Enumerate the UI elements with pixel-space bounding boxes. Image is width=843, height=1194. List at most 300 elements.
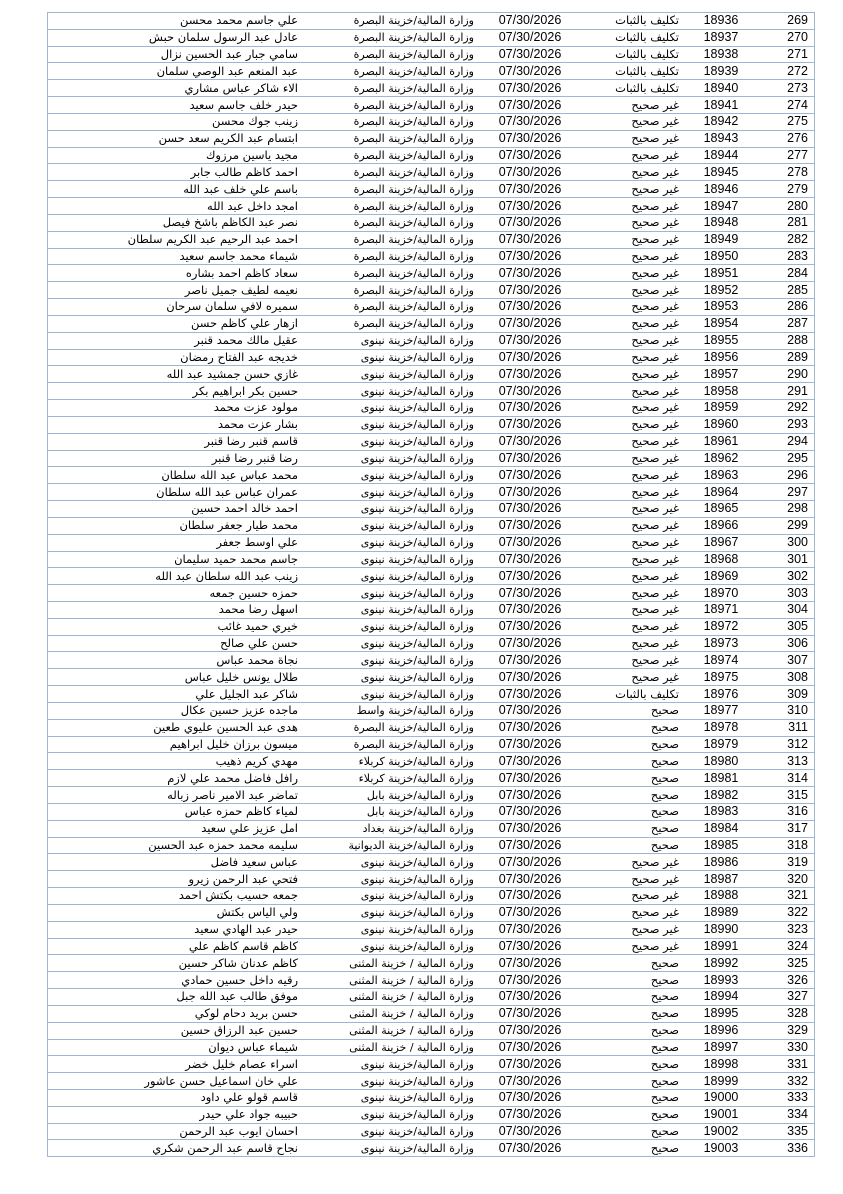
table-row — [48, 181, 815, 198]
department-cell: وزارة المالية/خزينة واسط — [304, 702, 478, 719]
department-cell: وزارة المالية/خزينة البصرة — [304, 282, 478, 299]
date-cell: 07/30/2026 — [478, 568, 582, 585]
record-id-cell: 18994 — [689, 989, 753, 1006]
employee-name-cell: شيماء عباس ديوان — [48, 1039, 305, 1056]
record-id-cell: 18944 — [689, 147, 753, 164]
record-id-cell: 18991 — [689, 938, 753, 955]
status-cell: غير صحيح — [582, 652, 689, 669]
date-cell: 07/30/2026 — [478, 601, 582, 618]
date-cell: 07/30/2026 — [478, 13, 582, 30]
sequence-number-cell: 317 — [753, 820, 815, 837]
status-cell: غير صحيح — [582, 214, 689, 231]
date-cell: 07/30/2026 — [478, 787, 582, 804]
record-id-cell: 18962 — [689, 450, 753, 467]
sequence-number-cell: 293 — [753, 416, 815, 433]
sequence-number-cell: 275 — [753, 113, 815, 130]
date-cell: 07/30/2026 — [478, 130, 582, 147]
table-row — [48, 265, 815, 282]
records-table — [47, 12, 815, 1157]
status-cell: غير صحيح — [582, 299, 689, 316]
table-row — [48, 214, 815, 231]
sequence-number-cell: 300 — [753, 534, 815, 551]
record-id-cell: 18996 — [689, 1022, 753, 1039]
record-id-cell: 18965 — [689, 501, 753, 518]
department-cell: وزارة المالية/خزينة البصرة — [304, 719, 478, 736]
date-cell: 07/30/2026 — [478, 1106, 582, 1123]
department-cell: وزارة المالية/خزينة كربلاء — [304, 753, 478, 770]
department-cell: وزارة المالية / خزينة المثنى — [304, 972, 478, 989]
department-cell: وزارة المالية/خزينة البصرة — [304, 147, 478, 164]
date-cell: 07/30/2026 — [478, 501, 582, 518]
employee-name-cell: نعيمه لطيف جميل ناصر — [48, 282, 305, 299]
department-cell: وزارة المالية/خزينة البصرة — [304, 315, 478, 332]
record-id-cell: 18945 — [689, 164, 753, 181]
date-cell: 07/30/2026 — [478, 400, 582, 417]
sequence-number-cell: 327 — [753, 989, 815, 1006]
sequence-number-cell: 282 — [753, 231, 815, 248]
status-cell: صحيح — [582, 1005, 689, 1022]
department-cell: وزارة المالية/خزينة نينوى — [304, 1073, 478, 1090]
employee-name-cell: سميره لافي سلمان سرحان — [48, 299, 305, 316]
table-row — [48, 484, 815, 501]
date-cell: 07/30/2026 — [478, 517, 582, 534]
table-row — [48, 871, 815, 888]
employee-name-cell: رضا قنبر رضا قنبر — [48, 450, 305, 467]
date-cell: 07/30/2026 — [478, 299, 582, 316]
sequence-number-cell: 290 — [753, 366, 815, 383]
record-id-cell: 18987 — [689, 871, 753, 888]
sequence-number-cell: 307 — [753, 652, 815, 669]
department-cell: وزارة المالية/خزينة نينوى — [304, 1140, 478, 1157]
status-cell: غير صحيح — [582, 315, 689, 332]
date-cell: 07/30/2026 — [478, 1123, 582, 1140]
date-cell: 07/30/2026 — [478, 803, 582, 820]
record-id-cell: 18949 — [689, 231, 753, 248]
record-id-cell: 18960 — [689, 416, 753, 433]
record-id-cell: 18979 — [689, 736, 753, 753]
record-id-cell: 18941 — [689, 97, 753, 114]
status-cell: صحيح — [582, 837, 689, 854]
record-id-cell: 18939 — [689, 63, 753, 80]
department-cell: وزارة المالية/خزينة نينوى — [304, 349, 478, 366]
table-row — [48, 955, 815, 972]
employee-name-cell: رقيه داخل حسين حمادي — [48, 972, 305, 989]
department-cell: وزارة المالية/خزينة نينوى — [304, 1106, 478, 1123]
sequence-number-cell: 323 — [753, 921, 815, 938]
sequence-number-cell: 308 — [753, 669, 815, 686]
date-cell: 07/30/2026 — [478, 164, 582, 181]
employee-name-cell: عبد المنعم عبد الوصي سلمان — [48, 63, 305, 80]
sequence-number-cell: 322 — [753, 904, 815, 921]
department-cell: وزارة المالية/خزينة نينوى — [304, 484, 478, 501]
employee-name-cell: حسن بريد دحام لوكي — [48, 1005, 305, 1022]
record-id-cell: 18976 — [689, 686, 753, 703]
status-cell: غير صحيح — [582, 198, 689, 215]
record-id-cell: 18971 — [689, 601, 753, 618]
date-cell: 07/30/2026 — [478, 97, 582, 114]
employee-name-cell: كاظم عدنان شاكر حسين — [48, 955, 305, 972]
employee-name-cell: خيري حميد غائب — [48, 618, 305, 635]
date-cell: 07/30/2026 — [478, 904, 582, 921]
sequence-number-cell: 301 — [753, 551, 815, 568]
table-row — [48, 770, 815, 787]
employee-name-cell: جاسم محمد حميد سليمان — [48, 551, 305, 568]
table-row — [48, 888, 815, 905]
date-cell: 07/30/2026 — [478, 686, 582, 703]
record-id-cell: 18942 — [689, 113, 753, 130]
record-id-cell: 18999 — [689, 1073, 753, 1090]
record-id-cell: 18982 — [689, 787, 753, 804]
status-cell: غير صحيح — [582, 366, 689, 383]
status-cell: غير صحيح — [582, 164, 689, 181]
date-cell: 07/30/2026 — [478, 888, 582, 905]
department-cell: وزارة المالية/خزينة نينوى — [304, 568, 478, 585]
status-cell: صحيح — [582, 1039, 689, 1056]
department-cell: وزارة المالية/خزينة البصرة — [304, 198, 478, 215]
table-row — [48, 231, 815, 248]
table-row — [48, 1056, 815, 1073]
table-row — [48, 686, 815, 703]
employee-name-cell: نجاة محمد عباس — [48, 652, 305, 669]
table-row — [48, 315, 815, 332]
date-cell: 07/30/2026 — [478, 820, 582, 837]
employee-name-cell: عقيل مالك محمد قنبر — [48, 332, 305, 349]
department-cell: وزارة المالية / خزينة المثنى — [304, 1005, 478, 1022]
record-id-cell: 18948 — [689, 214, 753, 231]
table-row — [48, 1039, 815, 1056]
date-cell: 07/30/2026 — [478, 635, 582, 652]
table-row — [48, 63, 815, 80]
record-id-cell: 19002 — [689, 1123, 753, 1140]
employee-name-cell: رافل فاضل محمد علي لازم — [48, 770, 305, 787]
department-cell: وزارة المالية/خزينة نينوى — [304, 450, 478, 467]
employee-name-cell: تماضر عبد الامير ناصر زباله — [48, 787, 305, 804]
record-id-cell: 18963 — [689, 467, 753, 484]
record-id-cell: 18943 — [689, 130, 753, 147]
department-cell: وزارة المالية / خزينة المثنى — [304, 955, 478, 972]
employee-name-cell: علي خان اسماعيل حسن عاشور — [48, 1073, 305, 1090]
department-cell: وزارة المالية/خزينة نينوى — [304, 383, 478, 400]
record-id-cell: 18970 — [689, 585, 753, 602]
sequence-number-cell: 330 — [753, 1039, 815, 1056]
employee-name-cell: شيماء محمد جاسم سعيد — [48, 248, 305, 265]
employee-name-cell: موفق طالب عبد الله جبل — [48, 989, 305, 1006]
date-cell: 07/30/2026 — [478, 349, 582, 366]
sequence-number-cell: 287 — [753, 315, 815, 332]
department-cell: وزارة المالية/خزينة نينوى — [304, 1090, 478, 1107]
record-id-cell: 18995 — [689, 1005, 753, 1022]
department-cell: وزارة المالية/خزينة البصرة — [304, 231, 478, 248]
employee-name-cell: اسراء عصام خليل خضر — [48, 1056, 305, 1073]
employee-name-cell: هدى عبد الحسين عليوي طعين — [48, 719, 305, 736]
department-cell: وزارة المالية/خزينة نينوى — [304, 332, 478, 349]
table-row — [48, 618, 815, 635]
table-row — [48, 332, 815, 349]
date-cell: 07/30/2026 — [478, 719, 582, 736]
department-cell: وزارة المالية/خزينة نينوى — [304, 585, 478, 602]
department-cell: وزارة المالية/خزينة بابل — [304, 803, 478, 820]
department-cell: وزارة المالية/خزينة البصرة — [304, 181, 478, 198]
date-cell: 07/30/2026 — [478, 282, 582, 299]
record-id-cell: 18956 — [689, 349, 753, 366]
table-row — [48, 702, 815, 719]
date-cell: 07/30/2026 — [478, 467, 582, 484]
date-cell: 07/30/2026 — [478, 736, 582, 753]
status-cell: غير صحيح — [582, 332, 689, 349]
status-cell: غير صحيح — [582, 484, 689, 501]
date-cell: 07/30/2026 — [478, 1140, 582, 1157]
record-id-cell: 18974 — [689, 652, 753, 669]
status-cell: صحيح — [582, 989, 689, 1006]
status-cell: غير صحيح — [582, 433, 689, 450]
status-cell: صحيح — [582, 1073, 689, 1090]
status-cell: غير صحيح — [582, 349, 689, 366]
status-cell: غير صحيح — [582, 601, 689, 618]
date-cell: 07/30/2026 — [478, 29, 582, 46]
department-cell: وزارة المالية / خزينة المثنى — [304, 1022, 478, 1039]
date-cell: 07/30/2026 — [478, 871, 582, 888]
status-cell: صحيح — [582, 787, 689, 804]
status-cell: صحيح — [582, 1056, 689, 1073]
record-id-cell: 18938 — [689, 46, 753, 63]
status-cell: غير صحيح — [582, 501, 689, 518]
record-id-cell: 18940 — [689, 80, 753, 97]
sequence-number-cell: 299 — [753, 517, 815, 534]
status-cell: غير صحيح — [582, 416, 689, 433]
date-cell: 07/30/2026 — [478, 585, 582, 602]
department-cell: وزارة المالية/خزينة البصرة — [304, 63, 478, 80]
record-id-cell: 18961 — [689, 433, 753, 450]
record-id-cell: 18986 — [689, 854, 753, 871]
record-id-cell: 18978 — [689, 719, 753, 736]
status-cell: غير صحيح — [582, 568, 689, 585]
status-cell: صحيح — [582, 972, 689, 989]
employee-name-cell: ولي الياس بكتش — [48, 904, 305, 921]
sequence-number-cell: 304 — [753, 601, 815, 618]
status-cell: غير صحيح — [582, 147, 689, 164]
employee-name-cell: حيدر خلف جاسم سعيد — [48, 97, 305, 114]
sequence-number-cell: 296 — [753, 467, 815, 484]
employee-name-cell: احمد خالد احمد حسين — [48, 501, 305, 518]
employee-name-cell: كاظم قاسم كاظم علي — [48, 938, 305, 955]
table-row — [48, 113, 815, 130]
sequence-number-cell: 316 — [753, 803, 815, 820]
employee-name-cell: بشار عزت محمد — [48, 416, 305, 433]
employee-name-cell: عادل عبد الرسول سلمان حبش — [48, 29, 305, 46]
date-cell: 07/30/2026 — [478, 198, 582, 215]
date-cell: 07/30/2026 — [478, 989, 582, 1006]
table-row — [48, 198, 815, 215]
table-row — [48, 13, 815, 30]
sequence-number-cell: 302 — [753, 568, 815, 585]
status-cell: صحيح — [582, 719, 689, 736]
status-cell: غير صحيح — [582, 904, 689, 921]
record-id-cell: 18990 — [689, 921, 753, 938]
table-row — [48, 601, 815, 618]
table-row — [48, 1106, 815, 1123]
sequence-number-cell: 270 — [753, 29, 815, 46]
status-cell: صحيح — [582, 820, 689, 837]
record-id-cell: 19003 — [689, 1140, 753, 1157]
table-row — [48, 383, 815, 400]
employee-name-cell: ميسون برزان خليل ابراهيم — [48, 736, 305, 753]
record-id-cell: 18966 — [689, 517, 753, 534]
record-id-cell: 18997 — [689, 1039, 753, 1056]
department-cell: وزارة المالية / خزينة المثنى — [304, 989, 478, 1006]
employee-name-cell: حسن علي صالح — [48, 635, 305, 652]
employee-name-cell: حسين عبد الرزاق حسين — [48, 1022, 305, 1039]
status-cell: غير صحيح — [582, 181, 689, 198]
sequence-number-cell: 280 — [753, 198, 815, 215]
employee-name-cell: مولود عزت محمد — [48, 400, 305, 417]
department-cell: وزارة المالية/خزينة كربلاء — [304, 770, 478, 787]
table-row — [48, 938, 815, 955]
date-cell: 07/30/2026 — [478, 265, 582, 282]
table-row — [48, 248, 815, 265]
department-cell: وزارة المالية/خزينة البصرة — [304, 13, 478, 30]
sequence-number-cell: 285 — [753, 282, 815, 299]
department-cell: وزارة المالية/خزينة البصرة — [304, 248, 478, 265]
sequence-number-cell: 276 — [753, 130, 815, 147]
sequence-number-cell: 289 — [753, 349, 815, 366]
table-row — [48, 787, 815, 804]
table-row — [48, 1123, 815, 1140]
sequence-number-cell: 277 — [753, 147, 815, 164]
table-row — [48, 551, 815, 568]
sequence-number-cell: 281 — [753, 214, 815, 231]
record-id-cell: 18988 — [689, 888, 753, 905]
employee-name-cell: ابتسام عبد الكريم سعد حسن — [48, 130, 305, 147]
sequence-number-cell: 319 — [753, 854, 815, 871]
table-row — [48, 130, 815, 147]
table-row — [48, 635, 815, 652]
department-cell: وزارة المالية/خزينة نينوى — [304, 400, 478, 417]
record-id-cell: 18950 — [689, 248, 753, 265]
record-id-cell: 18973 — [689, 635, 753, 652]
record-id-cell: 18998 — [689, 1056, 753, 1073]
employee-name-cell: ازهار علي كاظم حسن — [48, 315, 305, 332]
department-cell: وزارة المالية/خزينة البصرة — [304, 97, 478, 114]
department-cell: وزارة المالية/خزينة نينوى — [304, 938, 478, 955]
record-id-cell: 18947 — [689, 198, 753, 215]
sequence-number-cell: 334 — [753, 1106, 815, 1123]
employee-name-cell: جمعه حسيب بكتش احمد — [48, 888, 305, 905]
table-row — [48, 29, 815, 46]
status-cell: تكليف بالثبات — [582, 63, 689, 80]
employee-name-cell: الاء شاكر عباس مشاري — [48, 80, 305, 97]
sequence-number-cell: 329 — [753, 1022, 815, 1039]
employee-name-cell: لمياء كاظم حمزه عباس — [48, 803, 305, 820]
sequence-number-cell: 274 — [753, 97, 815, 114]
date-cell: 07/30/2026 — [478, 248, 582, 265]
record-id-cell: 18958 — [689, 383, 753, 400]
employee-name-cell: مهدي كريم ذهيب — [48, 753, 305, 770]
date-cell: 07/30/2026 — [478, 551, 582, 568]
department-cell: وزارة المالية/خزينة نينوى — [304, 921, 478, 938]
sequence-number-cell: 336 — [753, 1140, 815, 1157]
department-cell: وزارة المالية/خزينة نينوى — [304, 1056, 478, 1073]
sequence-number-cell: 309 — [753, 686, 815, 703]
date-cell: 07/30/2026 — [478, 1022, 582, 1039]
sequence-number-cell: 321 — [753, 888, 815, 905]
sequence-number-cell: 305 — [753, 618, 815, 635]
sequence-number-cell: 269 — [753, 13, 815, 30]
date-cell: 07/30/2026 — [478, 181, 582, 198]
table-row — [48, 450, 815, 467]
record-id-cell: 18959 — [689, 400, 753, 417]
date-cell: 07/30/2026 — [478, 214, 582, 231]
date-cell: 07/30/2026 — [478, 938, 582, 955]
sequence-number-cell: 333 — [753, 1090, 815, 1107]
table-row — [48, 501, 815, 518]
date-cell: 07/30/2026 — [478, 1073, 582, 1090]
department-cell: وزارة المالية/خزينة البصرة — [304, 80, 478, 97]
employee-name-cell: محمد عباس عبد الله سلطان — [48, 467, 305, 484]
department-cell: وزارة المالية/خزينة نينوى — [304, 652, 478, 669]
department-cell: وزارة المالية/خزينة البصرة — [304, 214, 478, 231]
sequence-number-cell: 288 — [753, 332, 815, 349]
department-cell: وزارة المالية/خزينة نينوى — [304, 534, 478, 551]
record-id-cell: 18993 — [689, 972, 753, 989]
employee-name-cell: نصر عبد الكاظم باشخ فيصل — [48, 214, 305, 231]
department-cell: وزارة المالية/خزينة نينوى — [304, 551, 478, 568]
record-id-cell: 18985 — [689, 837, 753, 854]
table-row — [48, 433, 815, 450]
date-cell: 07/30/2026 — [478, 315, 582, 332]
status-cell: غير صحيح — [582, 97, 689, 114]
table-row — [48, 147, 815, 164]
department-cell: وزارة المالية / خزينة المثنى — [304, 1039, 478, 1056]
table-row — [48, 299, 815, 316]
status-cell: غير صحيح — [582, 130, 689, 147]
employee-name-cell: عمران عباس عبد الله سلطان — [48, 484, 305, 501]
employee-name-cell: حيدر عبد الهادي سعيد — [48, 921, 305, 938]
employee-name-cell: ماجده عزيز حسين عكال — [48, 702, 305, 719]
employee-name-cell: احسان ايوب عبد الرحمن — [48, 1123, 305, 1140]
department-cell: وزارة المالية/خزينة البصرة — [304, 265, 478, 282]
table-row — [48, 753, 815, 770]
sequence-number-cell: 272 — [753, 63, 815, 80]
table-row — [48, 719, 815, 736]
status-cell: صحيح — [582, 1123, 689, 1140]
status-cell: غير صحيح — [582, 854, 689, 871]
department-cell: وزارة المالية/خزينة البصرة — [304, 130, 478, 147]
record-id-cell: 18954 — [689, 315, 753, 332]
date-cell: 07/30/2026 — [478, 770, 582, 787]
table-row — [48, 820, 815, 837]
table-row — [48, 164, 815, 181]
date-cell: 07/30/2026 — [478, 753, 582, 770]
employee-name-cell: محمد طيار جعفر سلطان — [48, 517, 305, 534]
status-cell: صحيح — [582, 753, 689, 770]
status-cell: غير صحيح — [582, 450, 689, 467]
table-row — [48, 803, 815, 820]
sequence-number-cell: 326 — [753, 972, 815, 989]
sequence-number-cell: 297 — [753, 484, 815, 501]
table-row — [48, 517, 815, 534]
table-row — [48, 416, 815, 433]
table-row — [48, 854, 815, 871]
record-id-cell: 18957 — [689, 366, 753, 383]
date-cell: 07/30/2026 — [478, 534, 582, 551]
record-id-cell: 18980 — [689, 753, 753, 770]
department-cell: وزارة المالية/خزينة نينوى — [304, 686, 478, 703]
document-table-container — [47, 12, 808, 1157]
table-row — [48, 921, 815, 938]
sequence-number-cell: 291 — [753, 383, 815, 400]
status-cell: غير صحيح — [582, 551, 689, 568]
table-row — [48, 652, 815, 669]
